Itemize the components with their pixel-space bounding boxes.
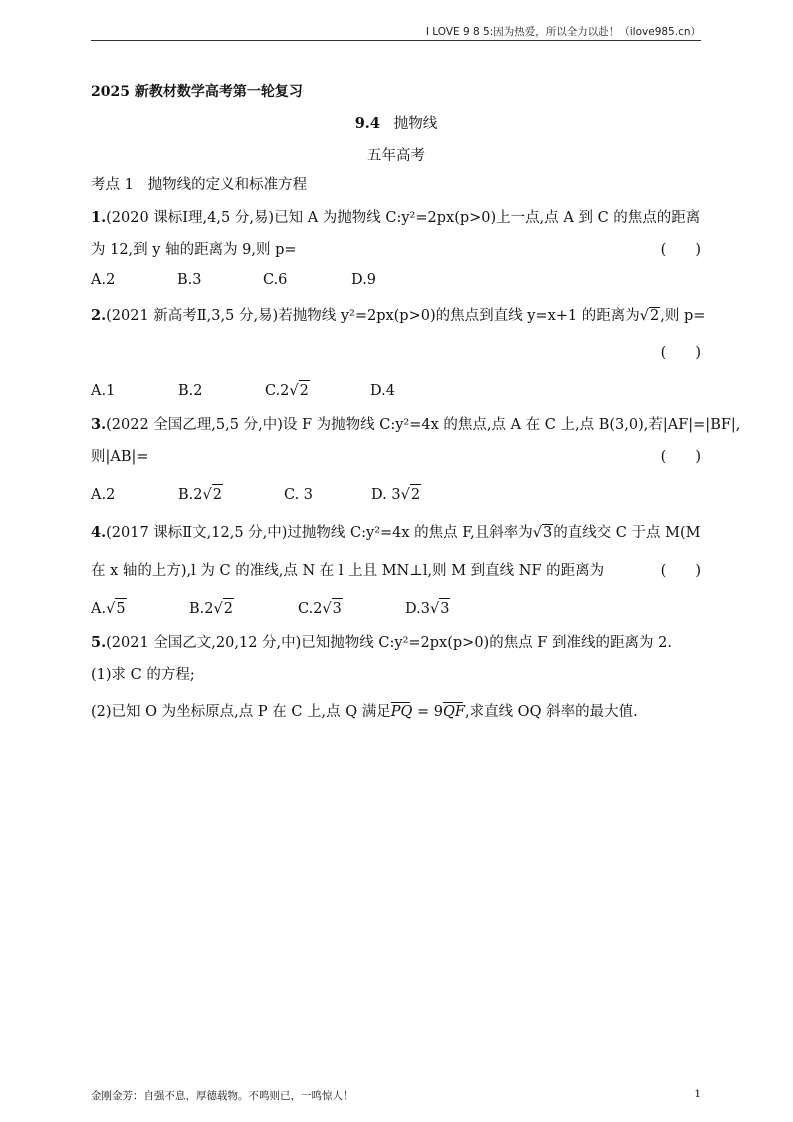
vector-qf: QF <box>443 704 465 720</box>
q1-option-a: A.2 <box>91 272 116 288</box>
q2-option-c: C.2√2 <box>265 380 370 401</box>
q4-line2 <box>91 561 701 581</box>
topic-title: 抛物线的定义和标准方程 <box>147 177 308 193</box>
topic-heading <box>91 175 701 195</box>
q4-option-c: C.2√3 <box>298 598 405 619</box>
q1-line2 <box>91 240 701 260</box>
q4-text1b: 的直线交 C 于点 M(M <box>553 525 701 541</box>
q1-text1: (2020 课标Ⅰ理,4,5 分,易)已知 A 为抛物线 C:y²=2px(p>0)上一点,点 A 到 C 的焦点的距离 <box>106 210 701 226</box>
header-rule <box>91 40 701 41</box>
q5-text1: (2021 全国乙文,20,12 分,中)已知抛物线 C:y²=2px(p>0)的焦点 F 到准线的距离为 2. <box>106 635 672 651</box>
q1-options <box>91 270 701 290</box>
q1-text2: 为 12,到 y 轴的距离为 9,则 p= <box>91 242 297 258</box>
vector-pq: PQ <box>390 704 413 720</box>
q5-eq: = 9 <box>412 704 444 720</box>
q4-options <box>91 598 701 619</box>
q3-text1: (2022 全国乙理,5,5 分,中)设 F 为抛物线 C:y²=4x 的焦点,点 A 在 C 上,点 B(3,0),若|AF|=|BF|, <box>106 417 741 433</box>
q4-text2: 在 x 轴的上方),l 为 C 的准线,点 N 在 l 上且 MN⊥l,则 M 到直线 NF 的距离为 <box>91 563 605 579</box>
q3-line2 <box>91 447 701 467</box>
q1-line1 <box>91 208 701 228</box>
q3-options <box>91 484 701 505</box>
q4-number: 4. <box>91 524 107 541</box>
q2-option-d: D.4 <box>370 383 395 399</box>
q1-option-b: B.3 <box>177 272 202 288</box>
q5-part2 <box>91 702 701 722</box>
q4-sqrt: √3 <box>532 525 553 541</box>
q2-options <box>91 380 701 401</box>
q5-line1 <box>91 633 701 653</box>
q3-text2: 则|AB|= <box>91 449 149 465</box>
q3-number: 3. <box>91 416 107 433</box>
q2-number: 2. <box>91 307 107 324</box>
section-title <box>91 114 701 134</box>
q1-answer-bracket: ( ) <box>660 242 701 258</box>
q4-text1a: (2017 课标Ⅱ文,12,5 分,中)过抛物线 C:y²=4x 的焦点 F,且斜率为 <box>106 525 533 541</box>
q1-option-d: D.9 <box>351 272 376 288</box>
q4-line1 <box>91 523 701 543</box>
section-name: 抛物线 <box>393 116 438 132</box>
q3-option-a: A.2 <box>91 487 116 503</box>
q4-option-b: B.2√2 <box>189 598 298 619</box>
page-footer: 金刚金芳：自强不息，厚德载物。不鸣则已，一鸣惊人！ <box>91 1090 354 1102</box>
q3-option-d: D. 3√2 <box>371 484 421 505</box>
q3-line1 <box>91 415 741 435</box>
topic-label: 考点 1 <box>91 177 134 193</box>
q1-option-c: C.6 <box>263 272 288 288</box>
q2-option-a: A.1 <box>91 383 116 399</box>
q2-text1: (2021 新高考Ⅱ,3,5 分,易)若抛物线 y²=2px(p>0)的焦点到直线 y=x+1 的距离为 <box>106 308 640 324</box>
q5-number: 5. <box>91 634 107 651</box>
q4-option-a: A.√5 <box>91 598 189 619</box>
q2-sqrt: √2 <box>639 308 660 324</box>
page-number: 1 <box>694 1088 701 1100</box>
q2-line1 <box>91 306 706 326</box>
q3-answer-bracket: ( ) <box>660 449 701 465</box>
q2-option-b: B.2 <box>178 383 203 399</box>
q2-text1-end: ,则 p= <box>660 308 706 324</box>
q2-answer-bracket: ( ) <box>660 345 701 361</box>
q3-option-c: C. 3 <box>284 487 314 503</box>
document-title: 2025 新教材数学高考第一轮复习 <box>91 84 303 100</box>
q4-option-d: D.3√3 <box>405 598 450 619</box>
q5-part2b: ,求直线 OQ 斜率的最大值. <box>464 704 638 720</box>
q5-part2a: (2)已知 O 为坐标原点,点 P 在 C 上,点 Q 满足 <box>91 704 391 720</box>
subtitle: 五年高考 <box>367 148 425 164</box>
page-header: I LOVE 9 8 5:因为热爱，所以全力以赴！（ilove985.cn） <box>425 26 701 38</box>
q1-number: 1. <box>91 209 107 226</box>
q3-option-b: B.2√2 <box>178 484 284 505</box>
q5-part1: (1)求 C 的方程; <box>91 667 195 683</box>
q4-answer-bracket: ( ) <box>660 563 701 579</box>
section-number: 9.4 <box>354 115 380 132</box>
